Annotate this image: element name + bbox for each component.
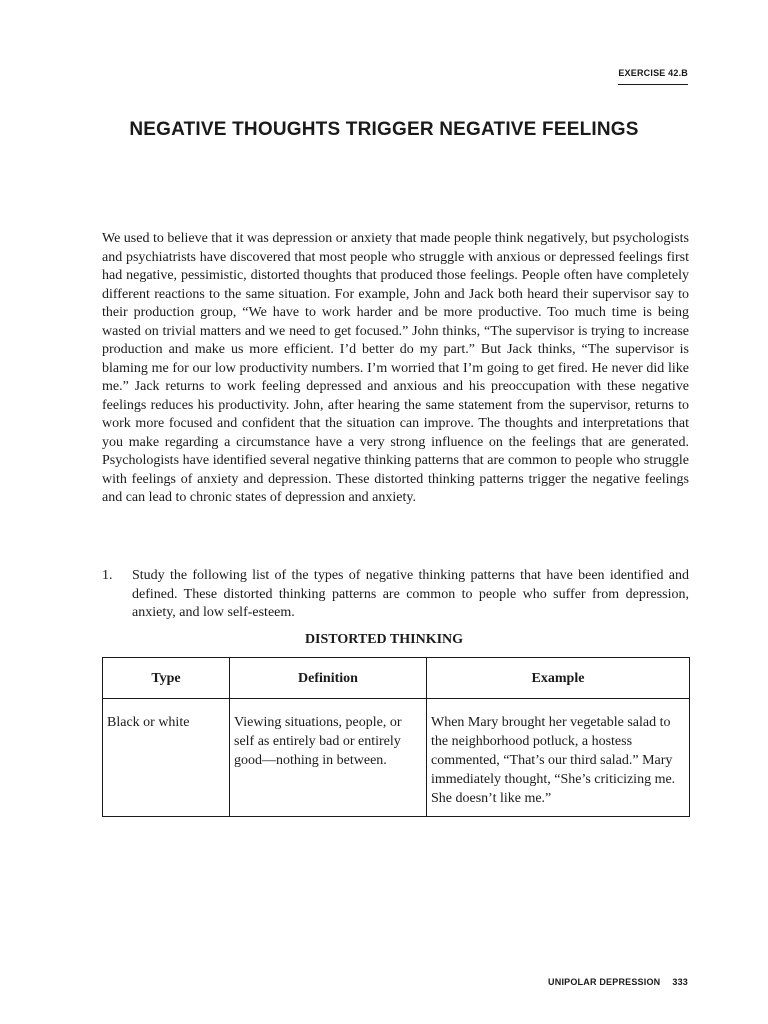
table-header-row [103, 658, 690, 699]
exercise-label: EXERCISE 42.B [618, 68, 688, 85]
list-item-text: Study the following list of the types of negative thinking patterns that have been identified and defined. These distorted thinking patterns are common to people who suffer from depression, anxiety, and low self-esteem. [132, 568, 689, 620]
list-item [102, 567, 689, 623]
cell-example: When Mary brought her vegetable salad to the neighborhood potluck, a hostess commented, “That’s our third salad.” Mary immediately thought, “She’s criticizing me. She doesn’t like me.” [427, 699, 690, 817]
distorted-thinking-table [102, 657, 690, 817]
column-header-example: Example [427, 658, 690, 699]
page-number: 333 [672, 977, 688, 987]
table-row [103, 699, 690, 817]
cell-type: Black or white [103, 699, 230, 817]
page-title: NEGATIVE THOUGHTS TRIGGER NEGATIVE FEELINGS [129, 119, 639, 140]
cell-definition: Viewing situations, people, or self as entirely bad or entirely good—nothing in between. [230, 699, 427, 817]
footer-section: UNIPOLAR DEPRESSION [548, 977, 661, 987]
column-header-definition: Definition [230, 658, 427, 699]
page-footer [548, 977, 688, 987]
column-header-type: Type [103, 658, 230, 699]
table-title: DISTORTED THINKING [304, 632, 464, 647]
list-item-number: 1. [102, 568, 113, 583]
intro-paragraph: We used to believe that it was depression or anxiety that made people think negatively, but psychologists and psychiatrists have discovered that most people who struggle with anxious or depressed feelings first had negative, pessimistic, distorted thoughts that produced those feelings. People often have completely different reactions to the same situation. For example, John and Jack both heard their supervisor say to their production group, “We have to work harder and be more productive. Too much time is being wasted on trivial matters and we need to get focused.” John thinks, “The supervisor is trying to increase production and make us more efficient. I’d better do my part.” But Jack thinks, “The supervisor is blaming me for our low productivity numbers. I’m worried that I’m going to get fired. He never did like me.” Jack returns to work feeling depressed and anxious and his preoccupation with these negative feelings reduces his productivity. John, after hearing the same statement from the supervisor, returns to work more focused and confident that the situation can improve. The thoughts and interpretations that you make regarding a circumstance have a very strong influence on the feelings that are generated. Psychologists have identified several negative thinking patterns that are common to people who struggle with feelings of anxiety and depression. These distorted thinking patterns trigger the negative feelings and can lead to chronic states of depression and anxiety. [102, 231, 689, 505]
